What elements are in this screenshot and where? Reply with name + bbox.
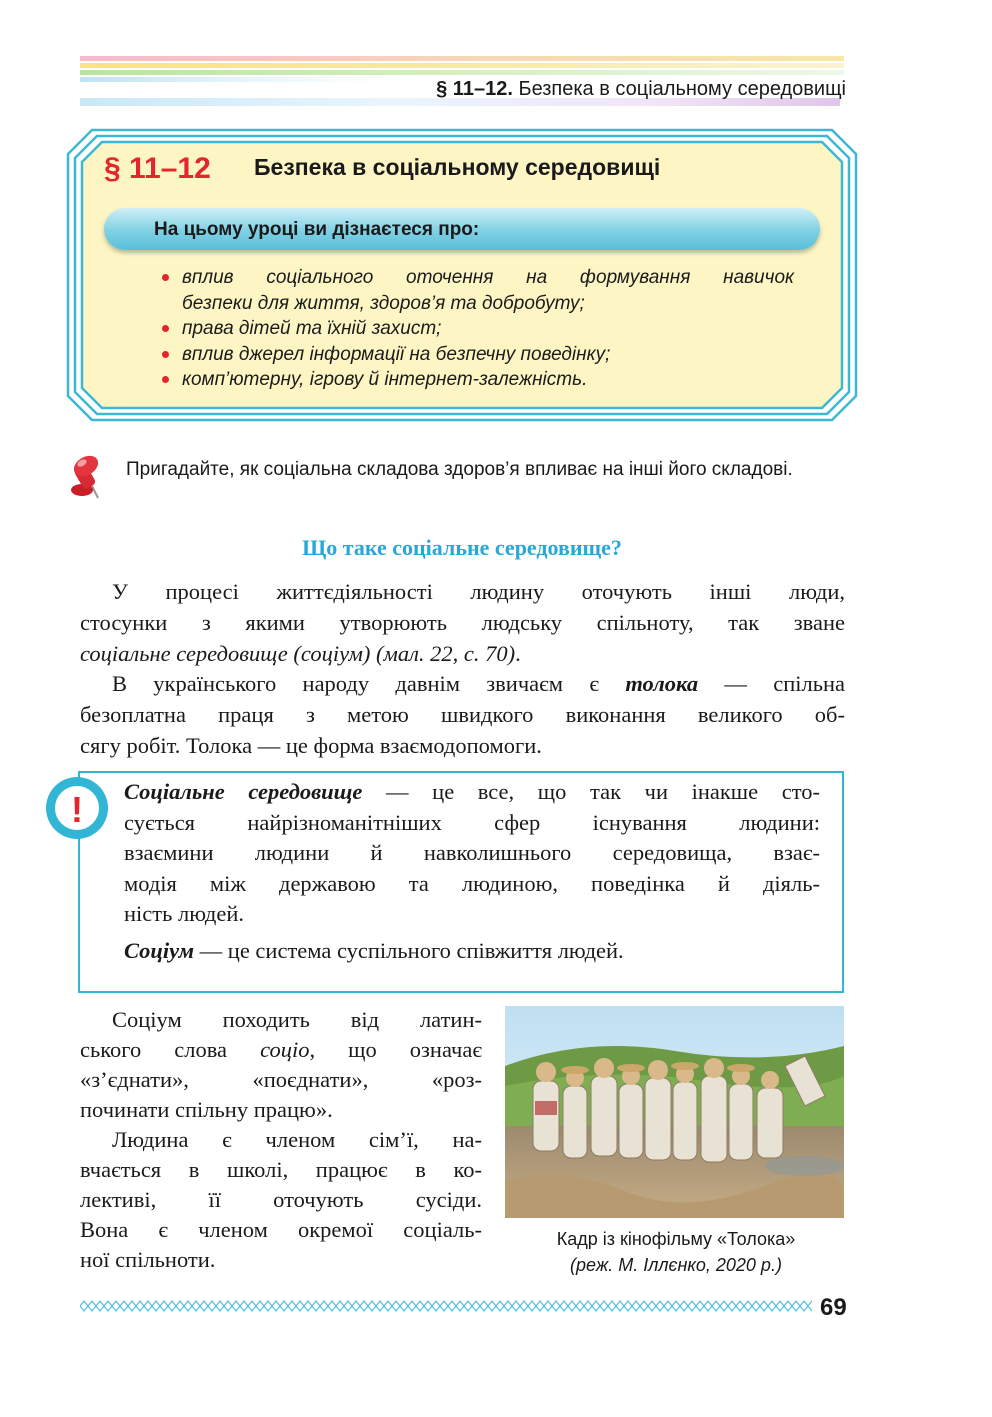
term-socium-def: Соціум: [124, 937, 195, 963]
definition-line: [124, 777, 820, 808]
socium-fragment: ського слова: [80, 1037, 261, 1062]
header-stripe-pink: [80, 56, 844, 61]
definition-fragment: — це все, що так чи інакше сто-: [362, 779, 821, 804]
definition-line: ність людей.: [124, 901, 244, 926]
socium-line: [80, 1035, 482, 1065]
paragraph-2: [80, 668, 845, 761]
header-stripe-green: [80, 70, 844, 75]
important-icon: [46, 777, 108, 839]
paragraph-1-line: стосунки з якими утворюють людську спільноту, так зване: [80, 610, 845, 635]
paragraph-1-end: .: [515, 641, 521, 666]
socium-line: починати спільну працю».: [80, 1097, 333, 1122]
page-number: 69: [820, 1294, 847, 1321]
definition-line: сується найрізноманітніших сфер існування людини:: [124, 809, 820, 835]
term-toloka: толока: [625, 671, 699, 696]
goal-item: [158, 342, 794, 368]
photo-caption-line2: (реж. М. Іллєнко, 2020 р.): [570, 1255, 782, 1275]
paragraph-2-line: безоплатна праця з метою швидкого виконання великого об-: [80, 702, 845, 727]
socium-line: «з’єднати», «поєднати», «роз-: [80, 1067, 482, 1092]
socium-line: лективі, її оточують сусіди.: [80, 1187, 482, 1212]
goal-item: [158, 316, 794, 342]
definition-line: [124, 936, 820, 967]
socium-line: Соціум походить від латин-: [112, 1007, 482, 1032]
reminder-text: Пригадайте, як соціальна складова здоров’я впливає на інші його складові.: [126, 459, 793, 480]
definition-line: взаємини людини й навколишнього середовища, взає-: [124, 840, 820, 865]
term-social-environment: соціальне середовище (соціум) (мал. 22, с. 70): [80, 641, 516, 666]
goals-list: [158, 265, 794, 393]
socium-line: Вона є членом окремої соціаль-: [80, 1217, 482, 1242]
definition-text: [124, 777, 820, 966]
lesson-number: § 11–12: [104, 152, 211, 185]
socium-line: ної спільноти.: [80, 1247, 216, 1272]
goal-text: комп’ютерну, ігрову й інтернет-залежність.: [182, 369, 588, 390]
goal-text: права дітей та їхній захист;: [182, 318, 442, 339]
intro-label: На цьому уроці ви дізнаєтеся про:: [154, 219, 480, 240]
socium-line: вчається в школі, працює в ко-: [80, 1157, 482, 1182]
pushpin-icon: [66, 452, 114, 504]
definition-fragment: — це система суспільного співжиття людей.: [194, 937, 624, 963]
photo-caption-line1: Кадр із кінофільму «Толока»: [556, 1229, 796, 1249]
paragraph-2-start: В українського народу давнім звичаєм є: [112, 671, 626, 696]
paragraph-2-line: сягу робіт. Толока — це форма взаємодопомоги.: [80, 733, 542, 758]
paragraph-1: [80, 576, 845, 669]
paragraph-1-line: У процесі життєдіяльності людину оточують інші люди,: [112, 579, 845, 604]
header-stripe-yellow: [80, 63, 844, 68]
socium-text: [80, 1005, 482, 1275]
important-mark: !: [71, 789, 83, 830]
paragraph-2-end: — спільна: [698, 671, 846, 696]
film-still-photo: [505, 1006, 844, 1218]
running-head-title: Безпека в соціальному середовищі: [518, 78, 846, 100]
goal-text: вплив джерел інформації на безпечну поведінку;: [182, 343, 611, 365]
goal-item: [158, 265, 794, 316]
running-head-number: § 11–12.: [436, 78, 513, 100]
footer-ornament: [80, 1298, 812, 1314]
paragraph-1-line: [80, 638, 845, 669]
goal-item: [158, 367, 794, 393]
paragraph-2-line: [80, 668, 845, 699]
socium-line: Людина є членом сім’ї, на-: [112, 1127, 482, 1152]
goal-text-continued: безпеки для життя, здоров’я та добробуту;: [182, 292, 585, 314]
running-head: [380, 78, 846, 101]
term-socio: соціо: [260, 1037, 310, 1062]
definition-line: модія між державою та людиною, поведінка й діяль-: [124, 870, 820, 896]
photo-caption: [505, 1226, 847, 1278]
socium-fragment: , що означає: [309, 1037, 482, 1062]
header-stripe-blue: [80, 77, 380, 82]
lesson-title: Безпека в соціальному середовищі: [254, 154, 661, 180]
section-heading: Що таке соціальне середовище?: [302, 535, 622, 560]
goal-text: вплив соціального оточення на формування навичок: [182, 267, 794, 288]
term-social-environment-def: Соціальне середовище: [124, 779, 363, 804]
